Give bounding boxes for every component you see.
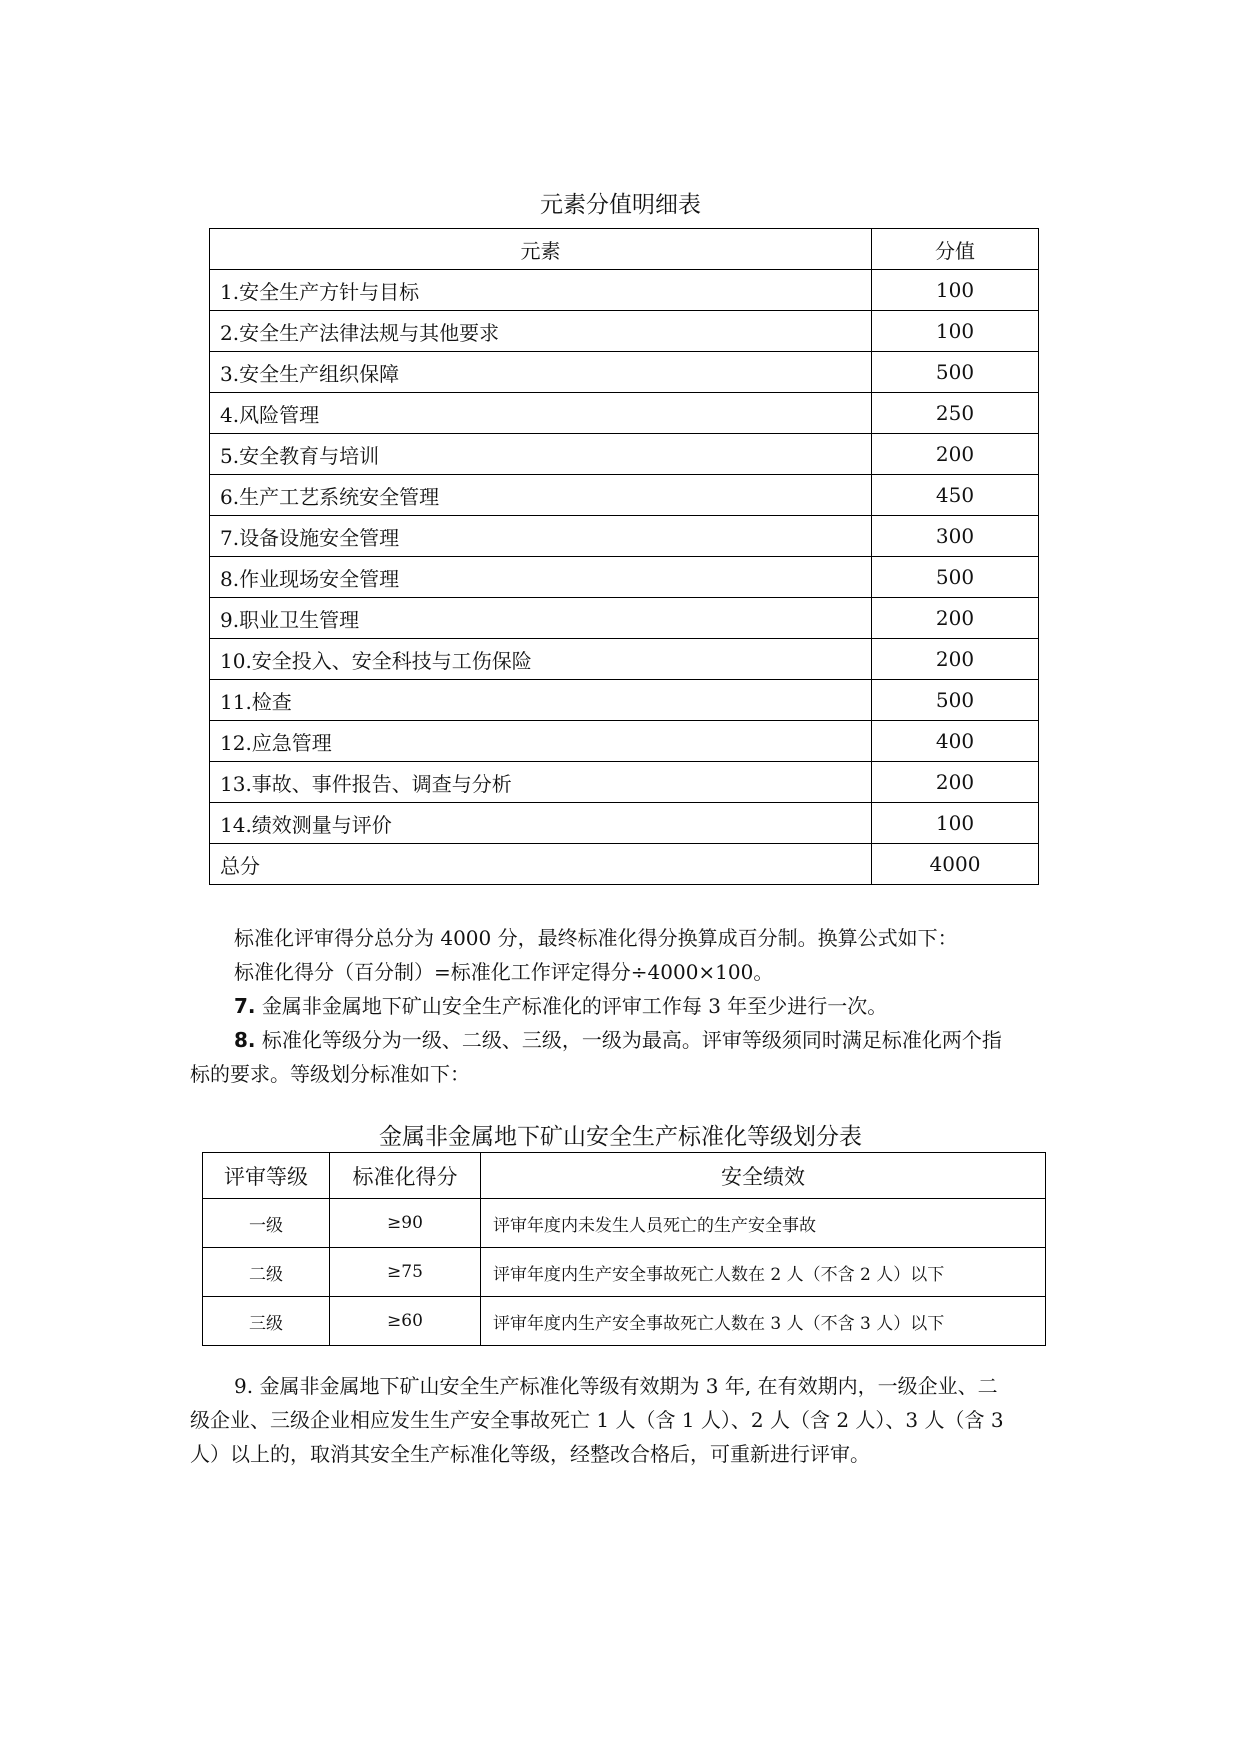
std-score-cell: ≥90 (330, 1199, 481, 1248)
std-score-cell: ≥75 (330, 1248, 481, 1297)
element-name-cell: 11.检查 (210, 680, 872, 721)
element-score-cell: 400 (872, 721, 1039, 762)
paragraph-text: 标准化等级分为一级、二级、三级，一级为最高。评审等级须同时满足标准化两个指 (255, 1028, 1002, 1052)
table-header-row (210, 229, 1039, 270)
paragraph-line (190, 1023, 1060, 1057)
grade-cell: 一级 (203, 1199, 330, 1248)
table1-title: 元素分值明细表 (540, 192, 701, 218)
safety-performance-cell: 评审年度内未发生人员死亡的生产安全事故 (481, 1199, 1046, 1248)
element-name-cell: 3.安全生产组织保障 (210, 352, 872, 393)
element-score-cell: 200 (872, 762, 1039, 803)
table-row (210, 598, 1039, 639)
element-score-cell: 300 (872, 516, 1039, 557)
element-score-cell: 100 (872, 311, 1039, 352)
element-score-body (210, 270, 1039, 885)
validity-paragraph (190, 1369, 1060, 1471)
element-name-cell: 总分 (210, 844, 872, 885)
element-name-cell: 7.设备设施安全管理 (210, 516, 872, 557)
table-row (203, 1297, 1046, 1346)
paragraph-line (190, 989, 1060, 1023)
header-element: 元素 (210, 229, 872, 270)
scoring-paragraphs (190, 921, 1060, 1091)
grade-table (202, 1152, 1046, 1346)
std-score-cell: ≥60 (330, 1297, 481, 1346)
element-name-cell: 10.安全投入、安全科技与工伤保险 (210, 639, 872, 680)
element-score-cell: 200 (872, 598, 1039, 639)
paragraph-line: 标准化评审得分总分为 4000 分，最终标准化得分换算成百分制。换算公式如下： (234, 926, 958, 950)
element-score-cell: 500 (872, 352, 1039, 393)
paragraph-line: 标准化得分（百分制）=标准化工作评定得分÷4000×100。 (234, 960, 774, 984)
table-row (210, 270, 1039, 311)
element-score-cell: 500 (872, 680, 1039, 721)
element-name-cell: 5.安全教育与培训 (210, 434, 872, 475)
element-name-cell: 9.职业卫生管理 (210, 598, 872, 639)
table-row (210, 516, 1039, 557)
header-grade: 评审等级 (203, 1153, 330, 1199)
table-row (210, 311, 1039, 352)
element-name-cell: 12.应急管理 (210, 721, 872, 762)
grade-cell: 三级 (203, 1297, 330, 1346)
header-score: 分值 (872, 229, 1039, 270)
paragraph-line: 人）以上的，取消其安全生产标准化等级，经整改合格后，可重新进行评审。 (190, 1442, 870, 1466)
element-score-cell: 500 (872, 557, 1039, 598)
table-row (210, 844, 1039, 885)
table-row (210, 434, 1039, 475)
table-row (210, 762, 1039, 803)
item-number: 7. (234, 994, 256, 1018)
table-row (210, 721, 1039, 762)
table-header-row (203, 1153, 1046, 1199)
element-score-cell: 100 (872, 803, 1039, 844)
element-name-cell: 14.绩效测量与评价 (210, 803, 872, 844)
element-name-cell: 8.作业现场安全管理 (210, 557, 872, 598)
header-safety-performance: 安全绩效 (481, 1153, 1046, 1199)
item-number: 8. (234, 1028, 256, 1052)
element-score-cell: 100 (872, 270, 1039, 311)
table-row (203, 1248, 1046, 1297)
paragraph-line: 9. 金属非金属地下矿山安全生产标准化等级有效期为 3 年, 在有效期内，一级企业、二 (234, 1374, 998, 1398)
header-std-score: 标准化得分 (330, 1153, 481, 1199)
table-row (210, 393, 1039, 434)
element-name-cell: 1.安全生产方针与目标 (210, 270, 872, 311)
table-row (210, 557, 1039, 598)
element-score-cell: 4000 (872, 844, 1039, 885)
table-row (210, 352, 1039, 393)
element-score-cell: 450 (872, 475, 1039, 516)
safety-performance-cell: 评审年度内生产安全事故死亡人数在 2 人（不含 2 人）以下 (481, 1248, 1046, 1297)
paragraph-line: 级企业、三级企业相应发生生产安全事故死亡 1 人（含 1 人）、2 人（含 2 人）、3 人（含 3 (190, 1408, 1004, 1432)
element-score-cell: 200 (872, 639, 1039, 680)
element-name-cell: 2.安全生产法律法规与其他要求 (210, 311, 872, 352)
table-row (203, 1199, 1046, 1248)
table2-title: 金属非金属地下矿山安全生产标准化等级划分表 (379, 1124, 862, 1150)
table-row (210, 639, 1039, 680)
element-score-cell: 250 (872, 393, 1039, 434)
element-score-cell: 200 (872, 434, 1039, 475)
table-row (210, 803, 1039, 844)
grade-body (203, 1199, 1046, 1346)
element-score-table (209, 228, 1039, 885)
paragraph-text: 金属非金属地下矿山安全生产标准化的评审工作每 3 年至少进行一次。 (255, 994, 888, 1018)
safety-performance-cell: 评审年度内生产安全事故死亡人数在 3 人（不含 3 人）以下 (481, 1297, 1046, 1346)
element-name-cell: 4.风险管理 (210, 393, 872, 434)
element-name-cell: 13.事故、事件报告、调查与分析 (210, 762, 872, 803)
grade-cell: 二级 (203, 1248, 330, 1297)
element-name-cell: 6.生产工艺系统安全管理 (210, 475, 872, 516)
table-row (210, 475, 1039, 516)
paragraph-line: 标的要求。等级划分标准如下： (190, 1062, 470, 1086)
table-row (210, 680, 1039, 721)
